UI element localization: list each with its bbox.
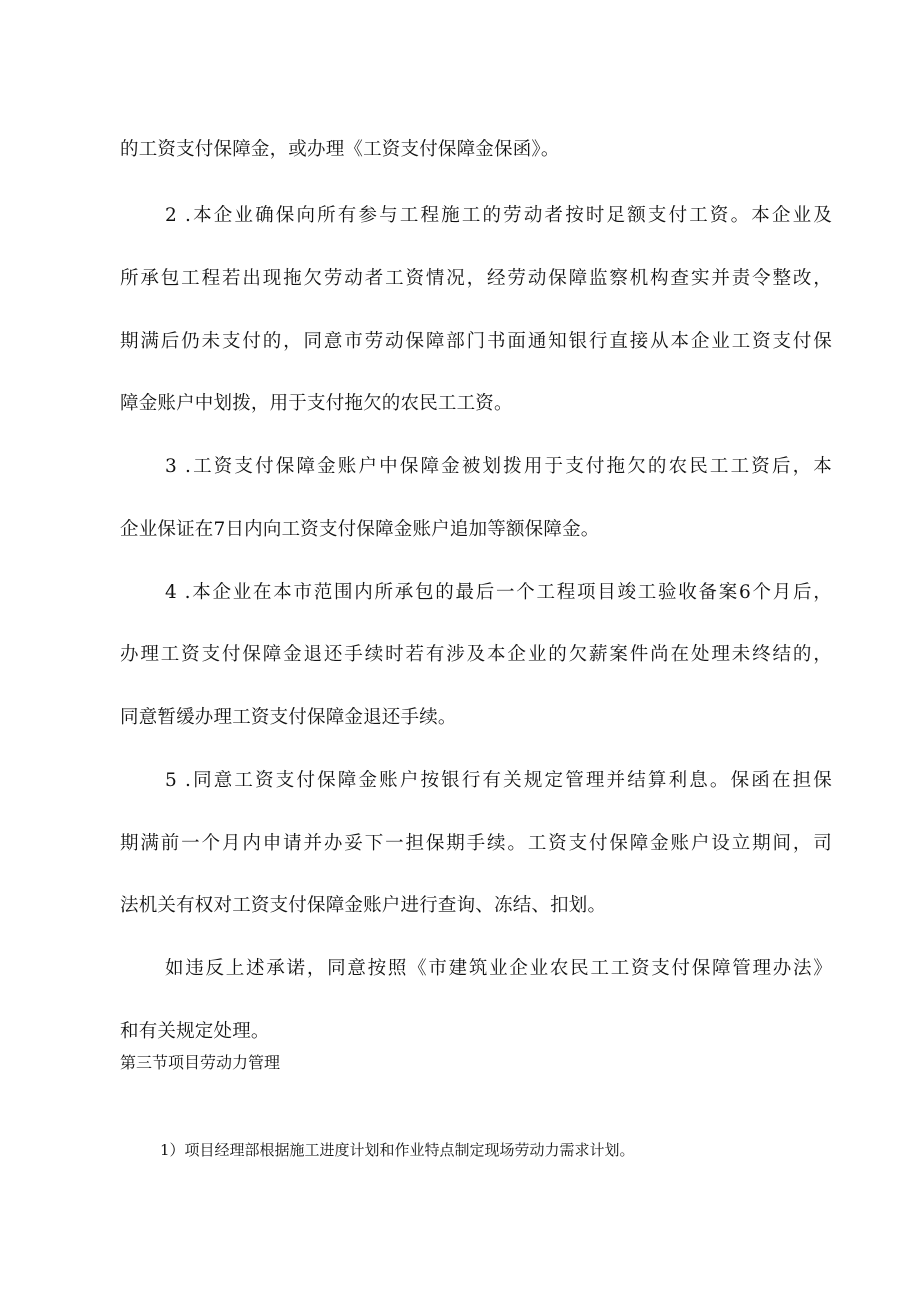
paragraph-line: 企业保证在7日内向工资支付保障金账户追加等额保障金。 <box>120 519 600 540</box>
list-item: 1）项目经理部根据施工进度计划和作业特点制定现场劳动力需求计划。 <box>160 1141 635 1159</box>
paragraph-line: 3 .工资支付保障金账户中保障金被划拨用于支付拖欠的农民工工资后，本 <box>165 456 832 477</box>
paragraph-line: 4 .本企业在本市范围内所承包的最后一个工程项目竣工验收备案6个月后， <box>165 582 832 603</box>
paragraph-line: 办理工资支付保障金退还手续时若有涉及本企业的欠薪案件尚在处理未终结的， <box>120 644 832 665</box>
paragraph-line: 和有关规定处理。 <box>120 1021 270 1042</box>
paragraph-line: 期满后仍未支付的，同意市劳动保障部门书面通知银行直接从本企业工资支付保 <box>120 331 832 352</box>
paragraph-line: 2 .本企业确保向所有参与工程施工的劳动者按时足额支付工资。本企业及 <box>165 205 832 226</box>
paragraph-line: 所承包工程若出现拖欠劳动者工资情况，经劳动保障监察机构查实并责令整改， <box>120 268 832 289</box>
paragraph-line: 法机关有权对工资支付保障金账户进行查询、冻结、扣划。 <box>120 895 607 916</box>
paragraph-line: 障金账户中划拨，用于支付拖欠的农民工工资。 <box>120 393 513 414</box>
paragraph-line: 同意暂缓办理工资支付保障金退还手续。 <box>120 707 457 728</box>
paragraph-line: 5 .同意工资支付保障金账户按银行有关规定管理并结算利息。保函在担保 <box>165 770 832 791</box>
paragraph-line: 期满前一个月内申请并办妥下一担保期手续。工资支付保障金账户设立期间，司 <box>120 833 832 854</box>
paragraph-line: 如违反上述承诺，同意按照《市建筑业企业农民工工资支付保障管理办法》 <box>165 958 832 979</box>
section-heading: 第三节项目劳动力管理 <box>120 1053 281 1072</box>
paragraph-line: 的工资支付保障金，或办理《工资支付保障金保函》。 <box>120 139 560 160</box>
